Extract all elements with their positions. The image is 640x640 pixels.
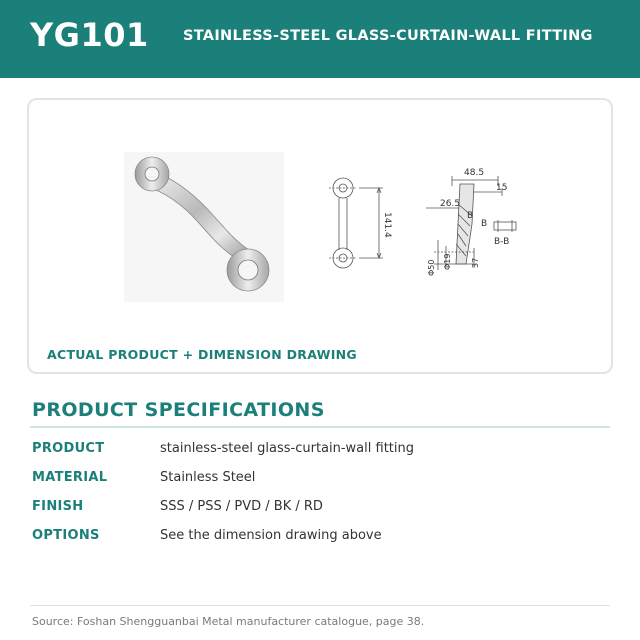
dim-inner-diameter: Φ19 [443, 253, 452, 270]
section-mark-a: B [467, 211, 474, 221]
spec-label: OPTIONS [32, 528, 100, 543]
spec-row-options [32, 528, 612, 548]
dim-bottom: 37 [471, 257, 480, 268]
spec-label: PRODUCT [32, 441, 105, 456]
spec-value: See the dimension drawing above [160, 528, 382, 543]
header-banner [0, 0, 640, 78]
side-view-drawing [414, 164, 534, 282]
specs-title: PRODUCT SPECIFICATIONS [32, 399, 325, 421]
figure-card [27, 98, 613, 374]
dim-top: 48.5 [464, 168, 485, 178]
section-label: B-B [494, 237, 510, 247]
front-dimension-label: 141.4 [382, 212, 392, 238]
dim-left: 26.5 [440, 199, 461, 209]
front-view-drawing [329, 174, 397, 274]
dim-right: 15 [496, 183, 508, 193]
spec-row-finish [32, 499, 612, 519]
source-note: Source: Foshan Shengguanbai Metal manufacturer catalogue, page 38. [32, 615, 425, 628]
spec-label: MATERIAL [32, 470, 108, 485]
section-mark-b: B [481, 219, 488, 229]
footer-divider [30, 605, 610, 606]
spec-row-material [32, 470, 612, 490]
dim-outer-diameter: Φ50 [427, 259, 436, 276]
spec-value: stainless-steel glass-curtain-wall fitting [160, 441, 414, 456]
figure-caption: ACTUAL PRODUCT + DIMENSION DRAWING [47, 347, 357, 362]
product-photo [124, 152, 284, 302]
spec-row-product [32, 441, 612, 461]
spec-value: SSS / PSS / PVD / BK / RD [160, 499, 323, 514]
specs-divider [30, 426, 610, 428]
product-subtitle: STAINLESS-STEEL GLASS-CURTAIN-WALL FITTING [183, 28, 593, 44]
spec-label: FINISH [32, 499, 84, 514]
product-code: YG101 [30, 16, 149, 54]
spec-value: Stainless Steel [160, 470, 256, 485]
